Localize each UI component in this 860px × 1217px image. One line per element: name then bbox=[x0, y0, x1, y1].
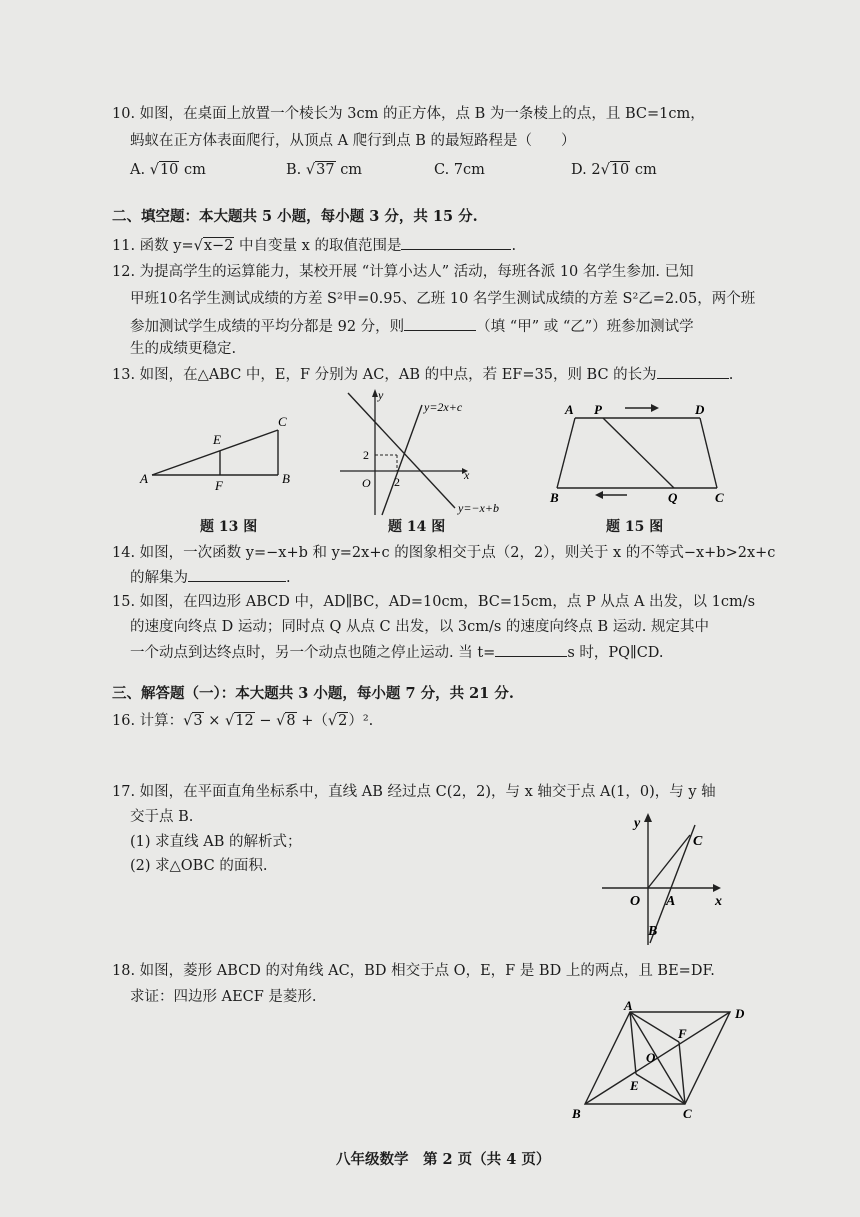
fig14-label-line1: y=2x+c bbox=[424, 400, 463, 414]
q10-line1: 10. 如图，在桌面上放置一个棱长为 3cm 的正方体，点 B 为一条棱上的点，且 BC=1cm， bbox=[112, 106, 705, 122]
fig14-label-line2: y=−x+b bbox=[458, 501, 499, 515]
q13: 13. 如图，在△ABC 中，E，F 分别为 AC，AB 的中点，若 EF=35，则 BC 的长为 . bbox=[112, 364, 733, 385]
figure-13 bbox=[140, 410, 310, 500]
q17-line2: 交于点 B. bbox=[130, 809, 194, 825]
fig14-label-y-2: 2 bbox=[363, 448, 369, 462]
q14-line2: 的解集为 . bbox=[130, 567, 291, 588]
q10-option-c: C. 7cm bbox=[434, 162, 485, 178]
q10-option-d: D. 2√10 cm bbox=[571, 162, 657, 178]
fig14-caption: 题 14 图 bbox=[388, 519, 446, 535]
fig18-label-o: O bbox=[646, 1050, 656, 1065]
fig13-label-b: B bbox=[282, 471, 290, 486]
fig18-label-a: A bbox=[624, 998, 633, 1013]
q12-line4: 生的成绩更稳定. bbox=[130, 341, 237, 357]
figure-15 bbox=[545, 398, 735, 508]
q14-answer-blank[interactable] bbox=[188, 567, 286, 582]
q17-sub2: (2) 求△OBC 的面积. bbox=[130, 858, 268, 874]
fig15-label-p: P bbox=[594, 402, 602, 417]
fig17-label-c: C bbox=[693, 834, 703, 849]
q17-sub1: (1) 求直线 AB 的解析式； bbox=[130, 834, 302, 850]
fig13-label-a: A bbox=[140, 471, 148, 486]
fig15-label-q: Q bbox=[668, 490, 678, 505]
q16: 16. 计算：√3 × √12 − √8 +（√2）². bbox=[112, 713, 374, 729]
figure-14 bbox=[330, 385, 520, 520]
q18-line2: 求证：四边形 AECF 是菱形. bbox=[130, 989, 317, 1005]
fig18-label-c: C bbox=[683, 1106, 692, 1121]
q15-line1: 15. 如图，在四边形 ABCD 中，AD∥BC，AD=10cm，BC=15cm，点 P 从点 A 出发，以 1cm/s bbox=[112, 594, 756, 610]
fig17-label-x: x bbox=[715, 894, 722, 909]
fig15-caption: 题 15 图 bbox=[606, 519, 664, 535]
fig18-label-f: F bbox=[678, 1026, 687, 1041]
fig18-label-d: D bbox=[735, 1006, 745, 1021]
fig15-label-b: B bbox=[550, 490, 559, 505]
q17-line1: 17. 如图，在平面直角坐标系中，直线 AB 经过点 C(2，2)，与 x 轴交于点 A(1，0)，与 y 轴 bbox=[112, 784, 716, 800]
q18-line1: 18. 如图，菱形 ABCD 的对角线 AC，BD 相交于点 O，E，F 是 BD 上的两点，且 BE=DF. bbox=[112, 963, 715, 979]
fig18-label-b: B bbox=[572, 1106, 581, 1121]
fig17-label-a: A bbox=[666, 894, 676, 909]
fig14-label-origin: O bbox=[362, 476, 371, 490]
q10-option-a: A. √10 cm bbox=[130, 162, 206, 178]
fig13-label-c: C bbox=[278, 414, 287, 429]
fig15-label-c: C bbox=[715, 490, 724, 505]
q12-answer-blank[interactable] bbox=[404, 316, 476, 331]
fig13-label-e: E bbox=[213, 432, 221, 447]
q15-answer-blank[interactable] bbox=[495, 642, 567, 657]
fig14-label-y: y bbox=[378, 388, 384, 402]
figure-18 bbox=[570, 1000, 760, 1130]
figure-17 bbox=[600, 805, 740, 950]
fig13-caption: 题 13 图 bbox=[200, 519, 258, 535]
section2-heading: 二、填空题：本大题共 5 小题，每小题 3 分，共 15 分. bbox=[112, 208, 478, 225]
q15-line2: 的速度向终点 D 运动；同时点 Q 从点 C 出发，以 3cm/s 的速度向终点 B 运动. 规定其中 bbox=[130, 619, 709, 635]
fig17-label-origin: O bbox=[630, 894, 641, 909]
fig15-label-d: D bbox=[695, 402, 705, 417]
q12-line2: 甲班10名学生测试成绩的方差 S²甲=0.95、乙班 10 名学生测试成绩的方差 S²乙=2.05，两个班 bbox=[130, 291, 756, 307]
fig18-label-e: E bbox=[630, 1078, 639, 1093]
q10-option-b: B. √37 cm bbox=[286, 162, 363, 178]
q11: 11. 函数 y=√x−2 中自变量 x 的取值范围是 . bbox=[112, 235, 516, 256]
q12-line1: 12. 为提高学生的运算能力，某校开展 “计算小达人” 活动，每班各派 10 名学生参加. 已知 bbox=[112, 264, 694, 280]
q13-answer-blank[interactable] bbox=[657, 364, 729, 379]
page-footer: 八年级数学 第 2 页（共 4 页） bbox=[336, 1151, 551, 1168]
fig17-label-b: B bbox=[648, 924, 658, 939]
q15-line3: 一个动点到达终点时，另一个动点也随之停止运动. 当 t= s 时，PQ∥CD. bbox=[130, 642, 664, 663]
fig14-label-x: x bbox=[464, 468, 470, 482]
fig17-label-y: y bbox=[634, 816, 641, 831]
section3-heading: 三、解答题（一）：本大题共 3 小题，每小题 7 分，共 21 分. bbox=[112, 685, 514, 702]
q12-line3: 参加测试学生成绩的平均分都是 92 分，则 （填 “甲” 或 “乙”）班参加测试学 bbox=[130, 316, 694, 337]
q11-answer-blank[interactable] bbox=[401, 235, 511, 250]
fig13-label-f: F bbox=[215, 478, 223, 493]
q14-line1: 14. 如图，一次函数 y=−x+b 和 y=2x+c 的图象相交于点（2，2），则关于 x 的不等式−x+b>2x+c bbox=[112, 545, 776, 561]
q10-line2: 蚂蚁在正方体表面爬行，从顶点 A 爬行到点 B 的最短路程是（ ） bbox=[130, 133, 576, 149]
fig14-label-x-2: 2 bbox=[394, 475, 400, 489]
fig15-label-a: A bbox=[565, 402, 574, 417]
